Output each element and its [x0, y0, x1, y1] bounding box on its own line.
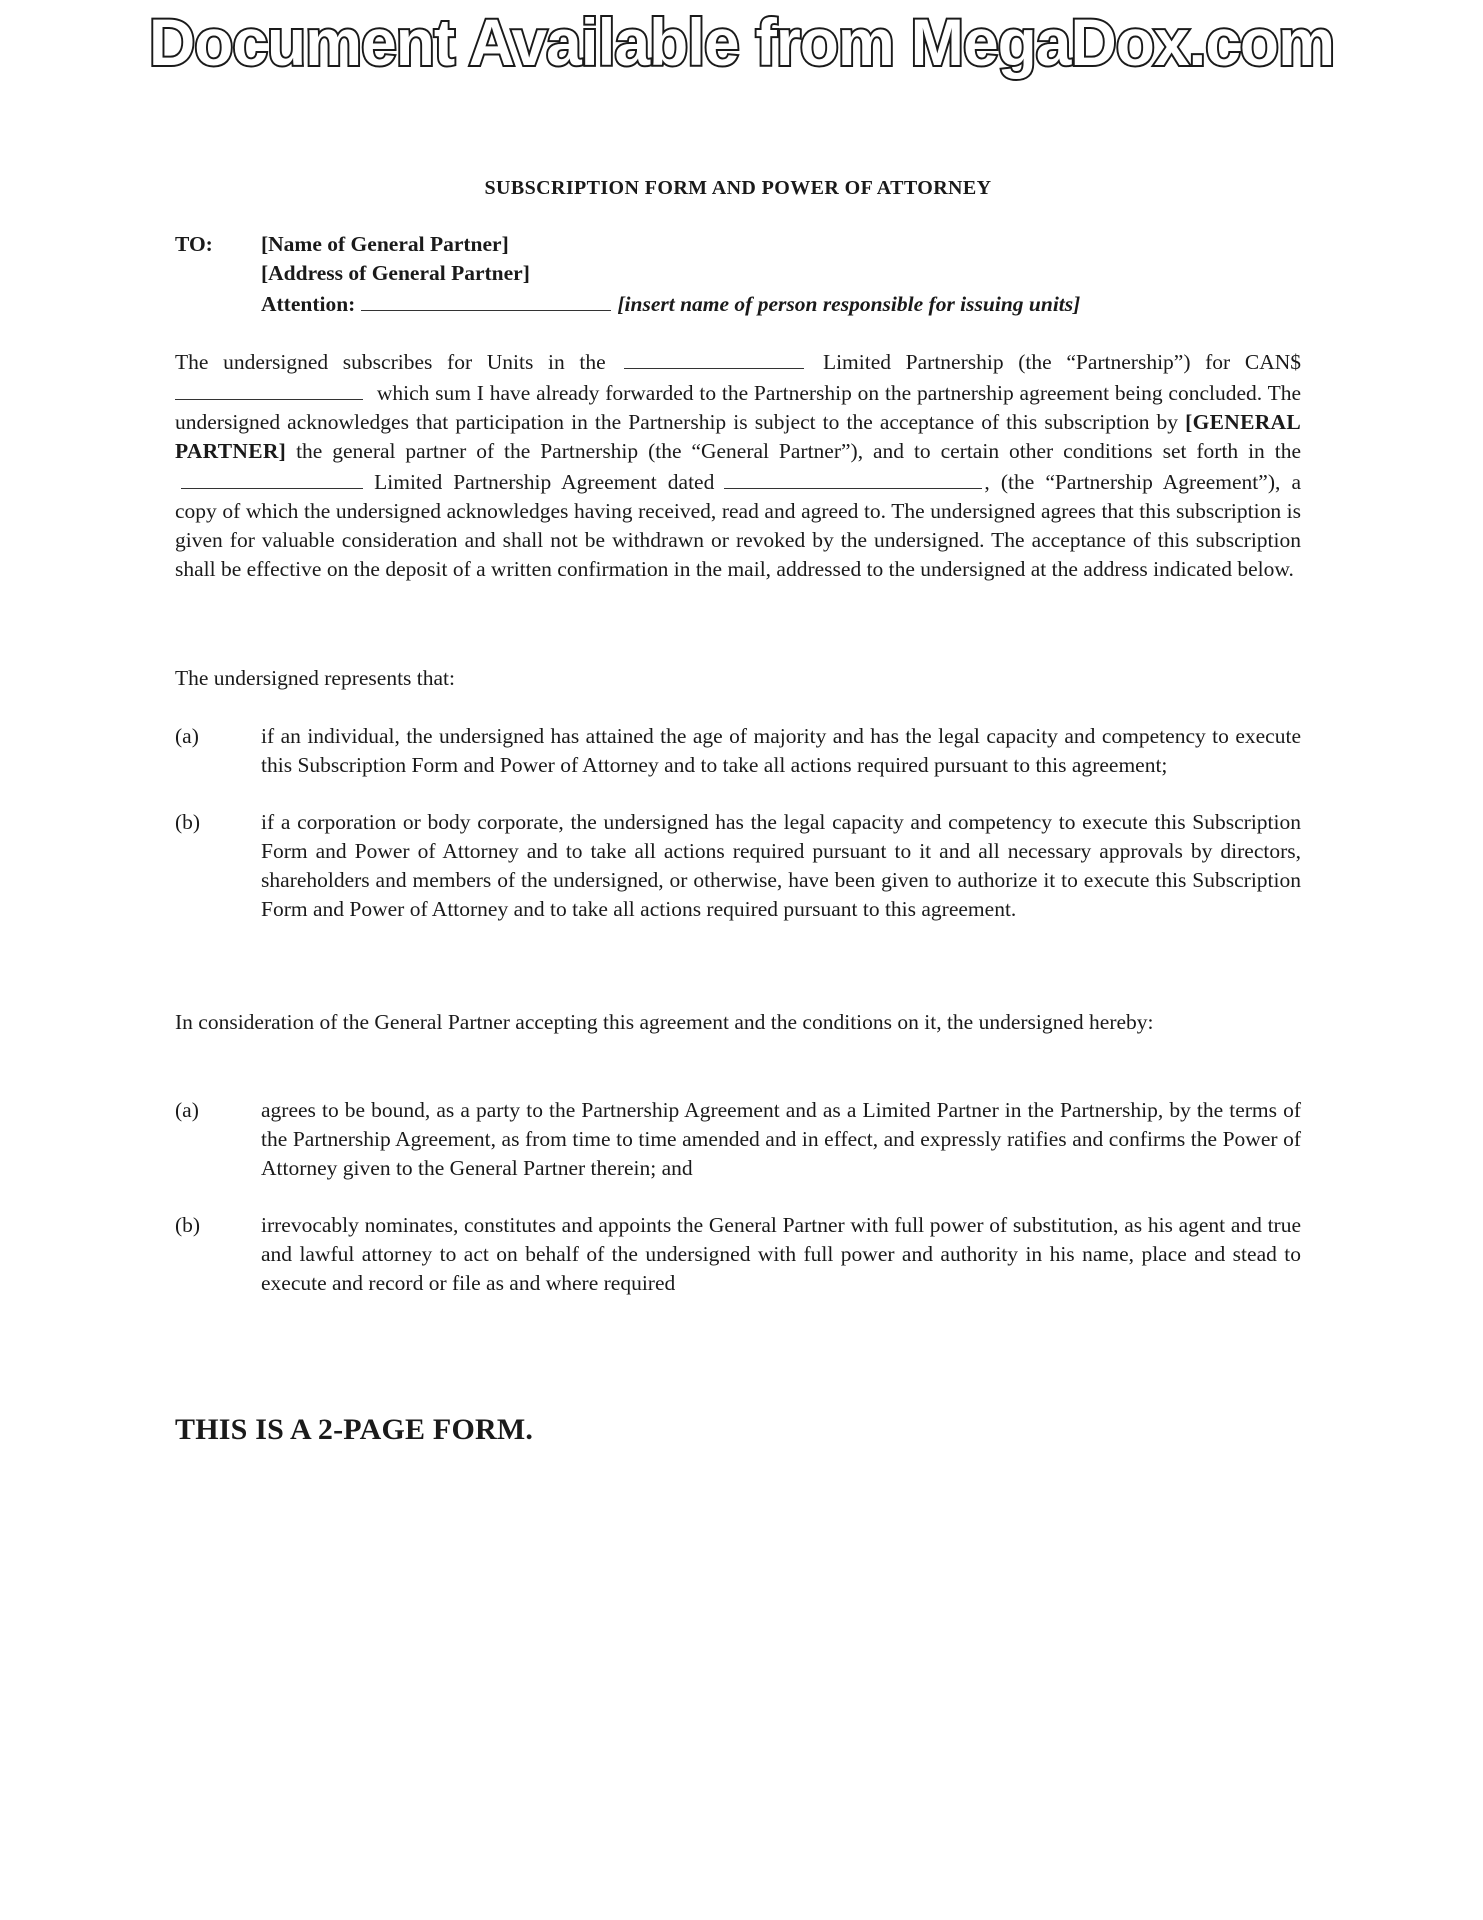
list-marker: (a): [175, 1098, 199, 1122]
subscription-text-6: , (the “Partnership Agreement”), a copy of which the undersigned acknowledges having received, read and agreed to. The undersigned agrees that this subscription is given for valuable consideration and shall not be withdrawn or revoked by the undersigned. The acceptance of this subscription shall be effective on the deposit of a written confirmation in the mail, addressed to the undersigned at the address indicated below.: [175, 470, 1302, 581]
list-item-text: if an individual, the undersigned has attained the age of majority and has the legal capacity and competency to execute this Subscription Form and Power of Attorney and to take all actions required pursuant to this agreement;: [261, 724, 1301, 777]
subscription-paragraph: [175, 346, 1301, 584]
agreement-date-blank-field[interactable]: [724, 466, 982, 489]
representations-list: [175, 722, 1301, 952]
undertakings-list: [175, 1096, 1301, 1326]
subscription-text-5: Limited Partnership Agreement dated: [374, 470, 715, 494]
addressee-block: [175, 230, 1301, 319]
general-partner-address-placeholder: [Address of General Partner]: [261, 261, 530, 285]
general-partner-name-placeholder: [Name of General Partner]: [261, 232, 509, 256]
list-item: [175, 808, 1301, 924]
list-item-text: agrees to be bound, as a party to the Partnership Agreement and as a Limited Partner in the Partnership, by the terms of the Partnership Agreement, as from time to time amended and in effect, and expressly ratifies and confirms the Power of Attorney given to the General Partner therein; and: [261, 1098, 1301, 1180]
list-marker: (b): [175, 810, 201, 834]
consideration-intro: In consideration of the General Partner accepting this agreement and the conditions on it, the undersigned hereby:: [175, 1010, 1154, 1034]
list-marker: (a): [175, 724, 199, 748]
partnership-name-blank-field[interactable]: [624, 346, 804, 369]
list-item: [175, 1096, 1301, 1183]
attention-line: [261, 288, 1301, 319]
amount-blank-field[interactable]: [175, 377, 363, 400]
list-marker: (b): [175, 1213, 201, 1237]
general-partner-placeholder: [GENERAL PARTNER]: [175, 410, 1302, 463]
representations-intro: The undersigned represents that:: [175, 666, 456, 690]
subscription-text-4: the general partner of the Partnership (the “General Partner”), and to certain other conditions set forth in the: [296, 439, 1301, 463]
document-title: SUBSCRIPTION FORM AND POWER OF ATTORNEY: [484, 177, 992, 199]
list-item: [175, 1211, 1301, 1298]
list-item-text: irrevocably nominates, constitutes and appoints the General Partner with full power of substitution, as his agent and true and lawful attorney to act on behalf of the undersigned with full power and authority in his name, place and stead to execute and record or file as and where required: [261, 1213, 1301, 1295]
two-page-form-notice: THIS IS A 2-PAGE FORM.: [175, 1413, 534, 1446]
agreement-name-blank-field[interactable]: [181, 466, 363, 489]
list-item: [175, 722, 1301, 780]
list-item-text: if a corporation or body corporate, the undersigned has the legal capacity and competency to execute this Subscription Form and Power of Attorney and to take all actions required pursuant to it and all necessary approvals by directors, shareholders and members of the undersigned, or otherwise, have been given to authorize it to execute this Subscription Form and Power of Attorney and to take all actions required pursuant to this agreement.: [261, 810, 1301, 921]
megadox-watermark-banner: Document Available from MegaDox.com: [148, 5, 1335, 79]
attention-blank-field[interactable]: [361, 288, 611, 311]
subscription-text-3: which sum I have already forwarded to the Partnership on the partnership agreement being concluded. The undersigned acknowledges that participation in the Partnership is subject to the acceptance of this subscription by: [175, 381, 1301, 434]
subscription-text-1: The undersigned subscribes for Units in the: [175, 350, 606, 374]
attention-instruction-note: [insert name of person responsible for issuing units]: [617, 292, 1081, 316]
attention-label: Attention:: [261, 292, 356, 316]
subscription-text-2: Limited Partnership (the “Partnership”) for CAN$: [822, 350, 1302, 374]
to-label: TO:: [175, 232, 213, 256]
